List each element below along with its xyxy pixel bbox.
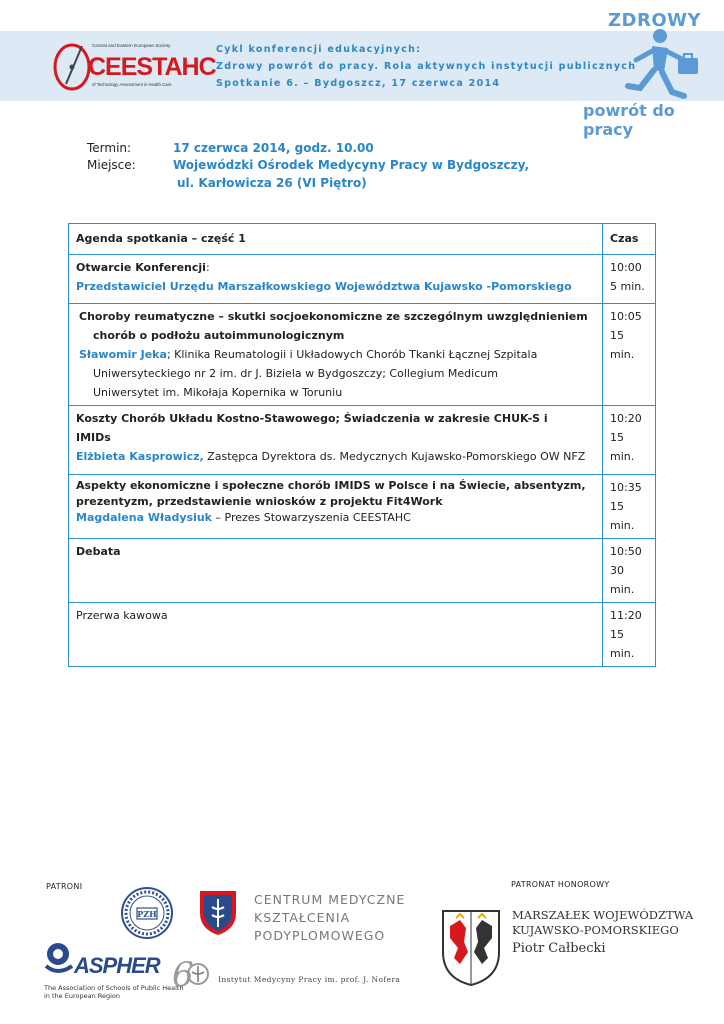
agenda-row (69, 539, 656, 603)
agenda-item-duration: 15 min. (610, 628, 635, 660)
cmkp-text (254, 891, 405, 945)
agenda-row (69, 406, 656, 475)
agenda-row (69, 304, 656, 406)
agenda-item-duration: 15 min. (610, 500, 635, 532)
agenda-item-title: Otwarcie Konferencji (76, 261, 206, 274)
agenda-item-title-2: prezentyzm, przedstawienie wniosków z projektu Fit4Work (76, 495, 443, 508)
miejsce-row-2 (177, 174, 367, 193)
agenda-item-speaker: Elżbieta Kasprowicz, (76, 450, 204, 463)
agenda-item-time-cell (603, 406, 656, 475)
conference-series: Cykl konferencji edukacyjnych: (216, 44, 422, 55)
marszalek-name: Piotr Całbecki (512, 941, 606, 956)
conference-info (216, 41, 636, 92)
agenda-item-time-cell (603, 255, 656, 304)
agenda-item-time: 10:20 (610, 412, 642, 425)
cmkp-line-3: PODYPLOMOWEGO (254, 928, 386, 943)
agenda-item-time-cell (603, 539, 656, 603)
agenda-item-duration: 5 min. (610, 280, 645, 293)
ceestahc-brand: CEESTAHC (88, 53, 216, 81)
marszalek-text (512, 908, 693, 956)
agenda-item-time-cell (603, 475, 656, 539)
agenda-item-colon: : (205, 261, 210, 274)
agenda-item-affil-2: Uniwersyteckiego nr 2 im. dr J. Biziela w Bydgoszczy; Collegium Medicum (93, 367, 498, 380)
agenda-item (69, 603, 603, 667)
zdrowy-logo-top: ZDROWY (608, 10, 702, 31)
agenda-item-speaker: Przedstawiciel Urzędu Marszałkowskiego Województwa Kujawsko -Pomorskiego (76, 280, 572, 293)
patroni-label: PATRONI (46, 882, 83, 891)
agenda-item-title-2: chorób o podłożu autoimmunologicznym (93, 329, 345, 342)
termin-label: Termin: (87, 141, 132, 155)
agenda-table (68, 223, 656, 667)
agenda-item-time: 10:35 (610, 481, 642, 494)
cmkp-shield-logo (198, 889, 238, 937)
svg-text:6: 6 (172, 955, 194, 995)
agenda-item-affil: – Prezes Stowarzyszenia CEESTAHC (212, 511, 411, 524)
agenda-item (69, 475, 603, 539)
agenda-item-duration: 30 min. (610, 564, 635, 596)
miejsce-line-2: ul. Karłowicza 26 (VI Piętro) (177, 176, 367, 190)
miejsce-label: Miejsce: (87, 158, 136, 172)
agenda-item-time-cell (603, 603, 656, 667)
aspher-line-1: The Association of Schools of Public Health (44, 984, 184, 992)
cmkp-line-2: KSZTAŁCENIA (254, 910, 351, 925)
conference-title: Zdrowy powrót do pracy. Rola aktywnych instytucji publicznych (216, 61, 637, 72)
agenda-item-duration: 15 min. (610, 431, 635, 463)
agenda-header-title: Agenda spotkania – część 1 (69, 224, 603, 255)
termin-value: 17 czerwca 2014, godz. 10.00 (173, 141, 374, 155)
miejsce-line-1: Wojewódzki Ośrodek Medycyny Pracy w Bydgoszczy, (173, 158, 530, 172)
miejsce-row (87, 156, 529, 175)
agenda-item-speaker: Magdalena Władysiuk (76, 511, 213, 524)
aspher-logo (42, 940, 160, 980)
pzh-seal-text: PZH (137, 909, 157, 919)
ceestahc-tagline-bottom: of Technology Assessment in Health Care (92, 82, 172, 87)
pzh-seal-logo (120, 886, 174, 940)
agenda-item-title-1: Koszty Chorób Układu Kostno-Stawowego; Świadczenia w zakresie CHUK-S i (76, 412, 548, 425)
cmkp-line-1: CENTRUM MEDYCZNE (254, 892, 406, 907)
agenda-item-title-1: Aspekty ekonomiczne i społeczne chorób IMIDS w Polsce i na Świecie, absentyzm, (76, 479, 586, 492)
marszalek-line-2: KUJAWSKO-POMORSKIEGO (512, 923, 679, 937)
agenda-item-speaker: Sławomir Jeka (79, 348, 167, 361)
imp-logo (170, 952, 214, 995)
marszalek-line-1: MARSZAŁEK WOJEWÓDZTWA (512, 908, 694, 922)
agenda-item (69, 539, 603, 603)
conference-meeting: Spotkanie 6. – Bydgoszcz, 17 czerwca 2014 (216, 78, 501, 89)
aspher-line-2: in the European Region (44, 992, 121, 1000)
agenda-item-affil-3: Uniwersytet im. Mikołaja Kopernika w Toruniu (93, 386, 343, 399)
agenda-item-title: Przerwa kawowa (76, 609, 168, 622)
agenda-header-row (69, 224, 656, 255)
imp-text: Instytut Medycyny Pracy im. prof. J. Nofera (218, 975, 401, 984)
agenda-row (69, 475, 656, 539)
agenda-item (69, 255, 603, 304)
agenda-item-time: 10:00 (610, 261, 642, 274)
agenda-header-time: Czas (603, 224, 656, 255)
agenda-item-time: 10:05 (610, 310, 642, 323)
agenda-item-affil: Zastępca Dyrektora ds. Medycznych Kujawsko-Pomorskiego OW NFZ (203, 450, 586, 463)
agenda-item-title-1: Choroby reumatyczne – skutki socjoekonomiczne ze szczególnym uwzględnieniem (79, 310, 588, 323)
agenda-item-time: 10:50 (610, 545, 642, 558)
agenda-row (69, 603, 656, 667)
ceestahc-tagline-top: Central and Eastern European Society (92, 43, 171, 48)
agenda-item-title-2: IMIDs (76, 431, 111, 444)
agenda-item-time: 11:20 (610, 609, 642, 622)
zdrowy-logo-bottom: powrót do pracy (583, 101, 675, 139)
agenda-item-affil-1: ; Klinika Reumatologii i Układowych Chorób Tkanki Łącznej Szpitala (166, 348, 538, 361)
agenda-item-time-cell (603, 304, 656, 406)
agenda-item (69, 406, 603, 475)
aspher-caption (44, 984, 184, 1000)
coat-of-arms-icon (440, 908, 502, 988)
patronat-label: PATRONAT HONOROWY (511, 880, 610, 889)
ceestahc-logo (52, 38, 216, 96)
agenda-item (69, 304, 603, 406)
agenda-item-title: Debata (76, 545, 121, 558)
agenda-item-duration: 15 min. (610, 329, 635, 361)
aspher-brand: ASPHER (74, 953, 160, 978)
agenda-row (69, 255, 656, 304)
